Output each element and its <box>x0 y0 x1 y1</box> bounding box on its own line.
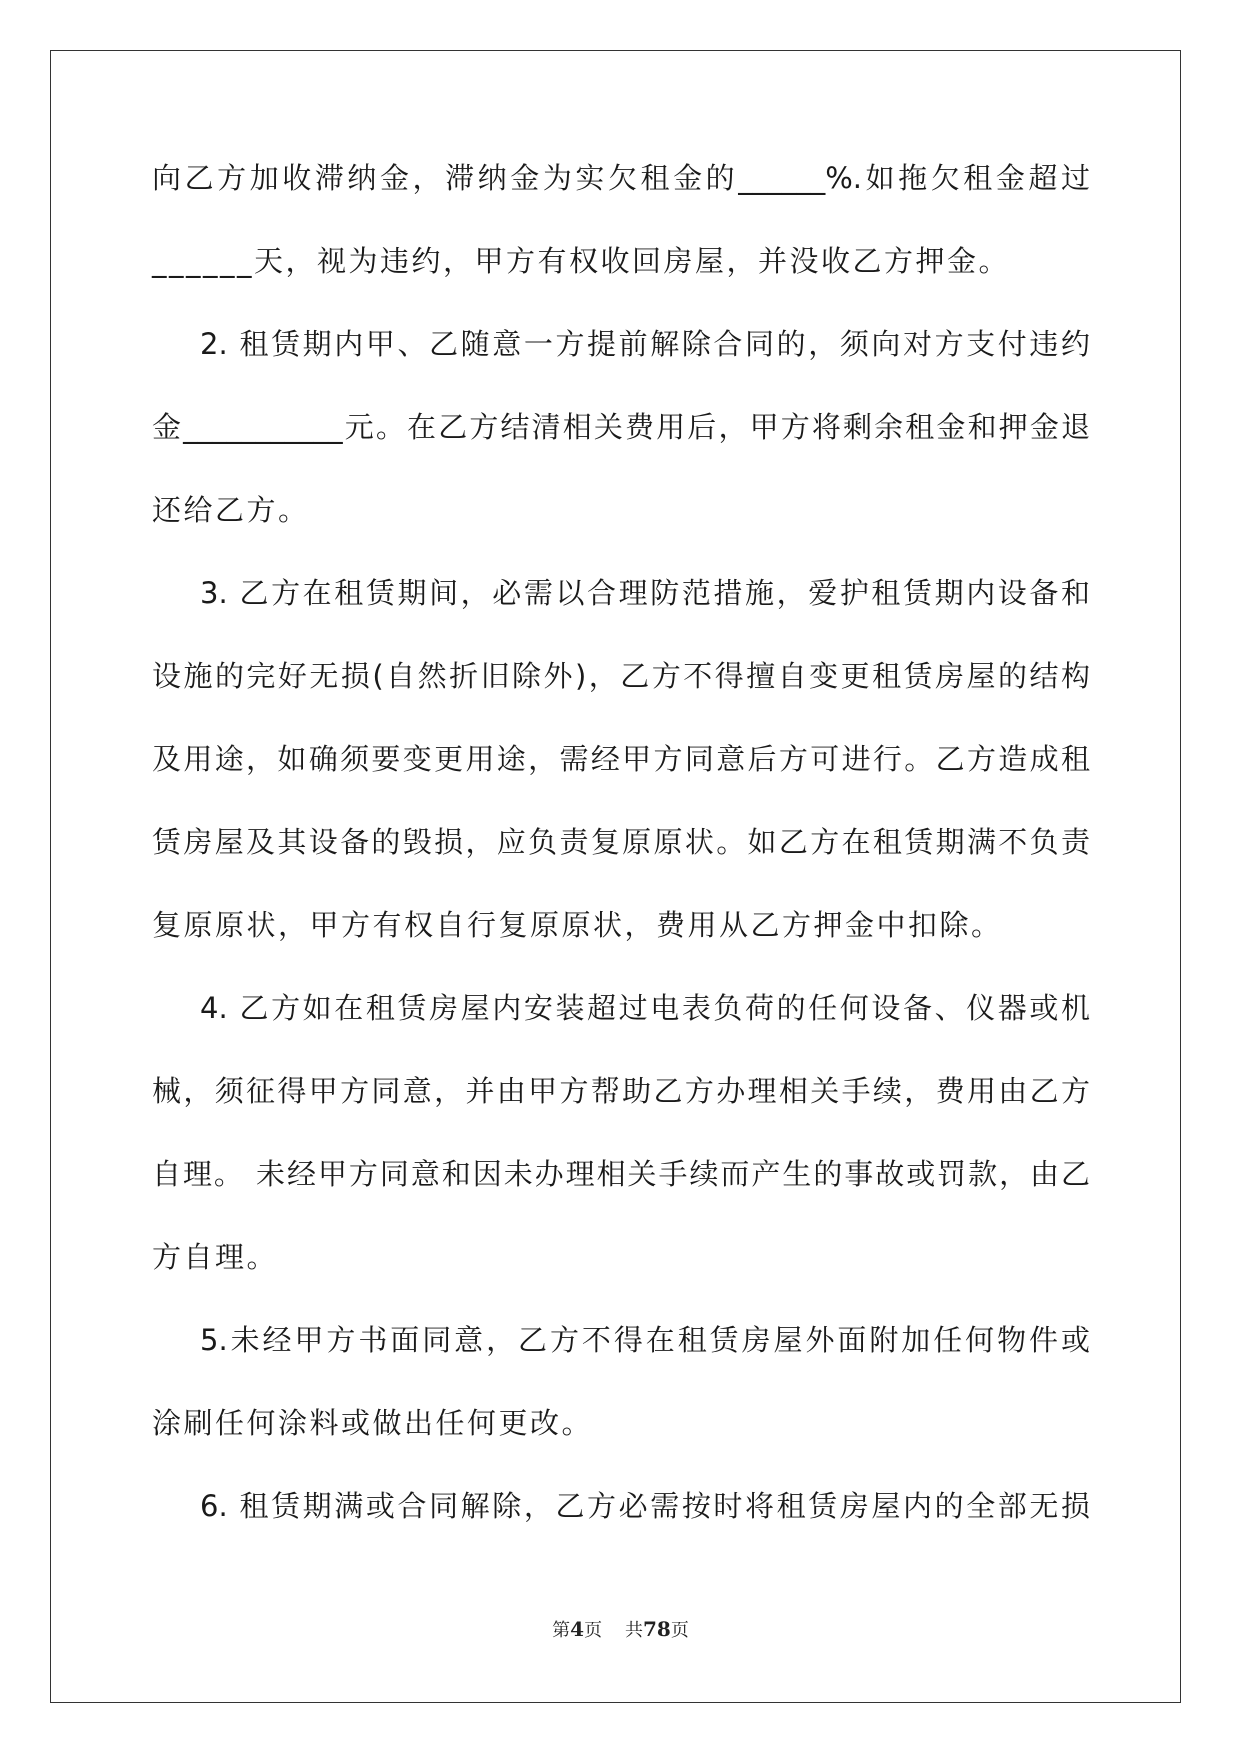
page-footer <box>0 1616 1241 1642</box>
footer-prefix: 第 <box>552 1620 571 1641</box>
text-line: 向乙方加收滞纳金，滞纳金为实欠租金的______%.如拖欠租金超过 <box>152 161 1090 195</box>
text-line: 4. 乙方如在租赁房屋内安装超过电表负荷的任何设备、仪器或机 <box>200 991 1090 1025</box>
text-line: 5.未经甲方书面同意，乙方不得在租赁房屋外面附加任何物件或 <box>200 1323 1090 1357</box>
text-line: 方自理。 <box>152 1240 279 1274</box>
document-body <box>152 160 1090 1571</box>
text-line: 2. 租赁期内甲、乙随意一方提前解除合同的，须向对方支付违约 <box>200 327 1090 361</box>
text-line: ______天，视为违约，甲方有权收回房屋，并没收乙方押金。 <box>152 244 1011 278</box>
footer-total-suffix: 页 <box>670 1620 689 1641</box>
text-line: 自理。 未经甲方同意和因未办理相关手续而产生的事故或罚款，由乙 <box>152 1157 1090 1191</box>
footer-page-word: 页 <box>584 1620 603 1641</box>
text-line: 3. 乙方在租赁期间，必需以合理防范措施，爱护租赁期内设备和 <box>200 576 1090 610</box>
text-line: 设施的完好无损(自然折旧除外)，乙方不得擅自变更租赁房屋的结构 <box>152 659 1090 693</box>
text-line: 涂刷任何涂料或做出任何更改。 <box>152 1406 594 1440</box>
text-line: 及用途，如确须要变更用途，需经甲方同意后方可进行。乙方造成租 <box>152 742 1090 776</box>
total-page-count: 78 <box>642 1617 671 1641</box>
footer-total-prefix: 共 <box>624 1620 643 1641</box>
text-line: 复原原状，甲方有权自行复原原状，费用从乙方押金中扣除。 <box>152 908 1003 942</box>
text-line: 金___________元。在乙方结清相关费用后，甲方将剩余租金和押金退 <box>152 410 1090 444</box>
current-page-number: 4 <box>570 1617 585 1641</box>
text-line: 6. 租赁期满或合同解除，乙方必需按时将租赁房屋内的全部无损 <box>200 1489 1090 1523</box>
text-line: 还给乙方。 <box>152 493 310 527</box>
text-line: 械，须征得甲方同意，并由甲方帮助乙方办理相关手续，费用由乙方 <box>152 1074 1090 1108</box>
text-line: 赁房屋及其设备的毁损，应负责复原原状。如乙方在租赁期满不负责 <box>152 825 1090 859</box>
